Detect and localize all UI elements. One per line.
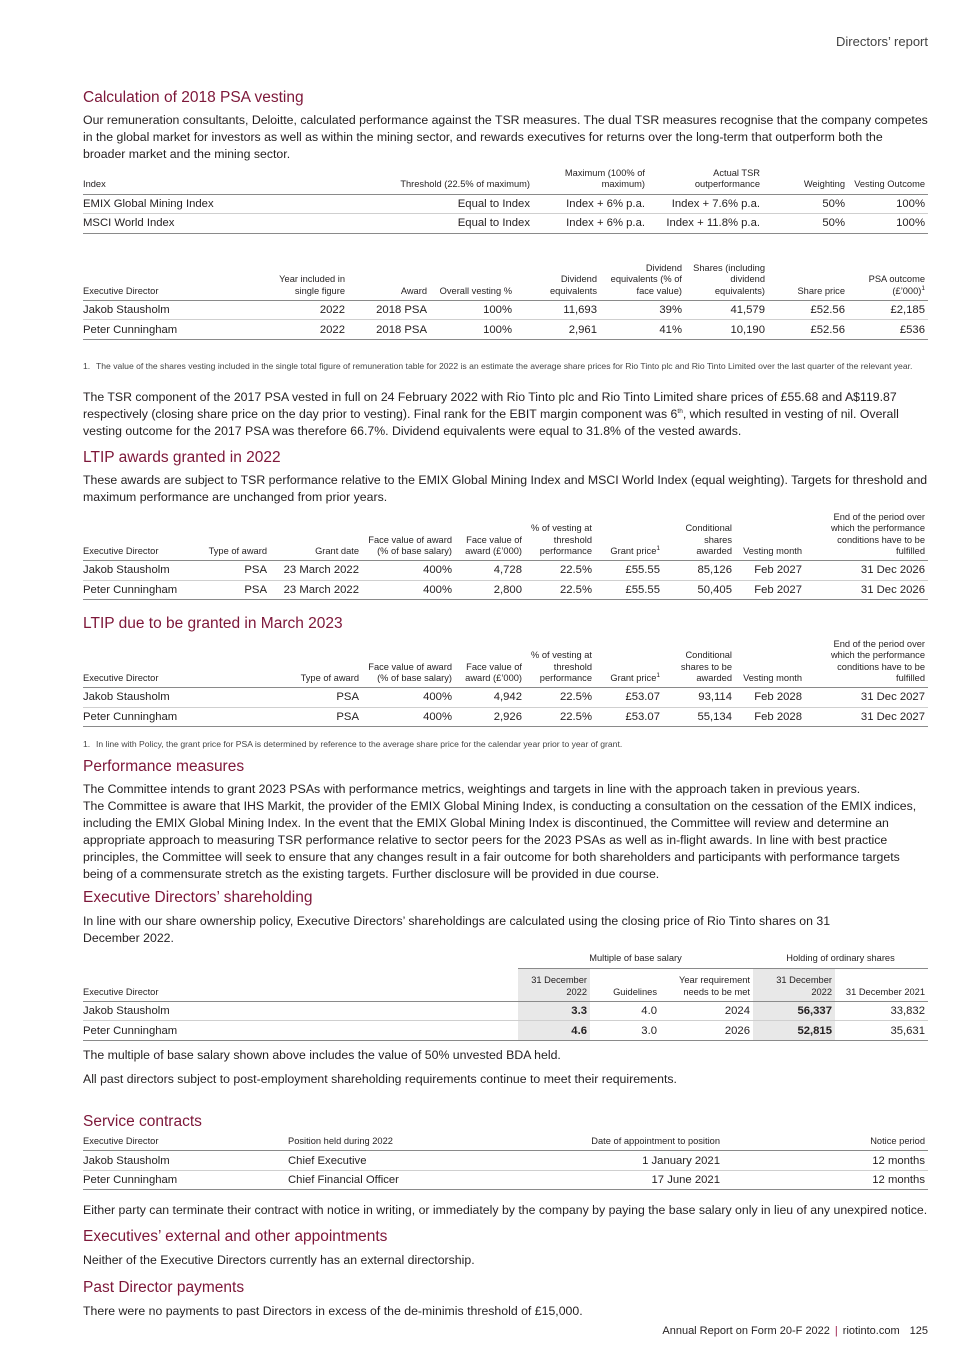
table-cell: 3.0 [590, 1021, 660, 1041]
col-header: Face value of award (£’000) [455, 512, 525, 561]
table-cell: 2,800 [455, 580, 525, 600]
table-cell: 2026 [660, 1021, 753, 1041]
table-row [83, 194, 928, 214]
shareholding-table [83, 953, 928, 1041]
table-cell: Feb 2028 [735, 688, 805, 708]
ltip2023-footnote [83, 739, 928, 750]
table-cell: Equal to Index [383, 194, 533, 214]
footnote-text: The value of the shares vesting included in the single total figure of remuneration table for 2022 is an estimate the average share prices for Rio Tinto plc and Rio Tinto Limited over the last quarter of the relevant year. [96, 361, 913, 371]
ltip2022-table [83, 512, 928, 600]
table-cell: Index + 6% p.a. [533, 194, 648, 214]
col-header: 31 December 2021 [835, 969, 928, 1002]
table-cell: 23 March 2022 [270, 580, 362, 600]
table-cell: Jakob Stausholm [83, 561, 198, 581]
table-cell: Peter Cunningham [83, 1021, 518, 1041]
table-cell: Feb 2028 [735, 707, 805, 727]
table-cell: 400% [362, 561, 455, 581]
col-header: Executive Director [83, 639, 270, 688]
col-header: Year included in single figure [273, 263, 348, 300]
table-cell: Peter Cunningham [83, 580, 198, 600]
table-row [83, 1151, 928, 1171]
col-header: Executive Director [83, 263, 273, 300]
table-cell: Jakob Stausholm [83, 1151, 288, 1171]
table-cell: Chief Executive [288, 1151, 533, 1171]
table-cell: 31 Dec 2026 [805, 580, 928, 600]
table-cell: 1 January 2021 [533, 1151, 723, 1171]
col-header: Year requirement needs to be met [660, 969, 753, 1002]
table-cell: £52.56 [768, 320, 848, 340]
table-cell: 2018 PSA [348, 320, 430, 340]
table-cell: £52.56 [768, 300, 848, 320]
psa-vesting-table [83, 263, 928, 340]
table-cell: 52,815 [753, 1021, 835, 1041]
footnote-number: 1. [83, 739, 91, 749]
table-cell: 12 months [723, 1151, 928, 1171]
table-cell: 4.0 [590, 1001, 660, 1021]
table-row [83, 214, 928, 234]
table-cell: 2022 [273, 320, 348, 340]
table-cell: Jakob Stausholm [83, 1001, 518, 1021]
table-cell: 50% [763, 194, 848, 214]
col-header: Share price [768, 263, 848, 300]
psa-footnote [83, 361, 928, 372]
group-header-salary: Multiple of base salary [518, 953, 753, 969]
table-row [83, 1001, 928, 1021]
table-cell: 10,190 [685, 320, 768, 340]
footnote-ref: 1 [921, 284, 925, 292]
table-row [83, 300, 928, 320]
table-cell: £536 [848, 320, 928, 340]
table-cell: £53.07 [595, 707, 663, 727]
col-header: Date of appointment to position [533, 1136, 723, 1151]
table-cell: £2,185 [848, 300, 928, 320]
table-row [83, 707, 928, 727]
table-cell: EMIX Global Mining Index [83, 194, 383, 214]
table-row [83, 561, 928, 581]
table-cell: 100% [430, 300, 515, 320]
table-cell: 50,405 [663, 580, 735, 600]
table-cell: MSCI World Index [83, 214, 383, 234]
table-cell: 22.5% [525, 688, 595, 708]
col-header: Actual TSR outperformance [648, 168, 763, 194]
shareholding-note-1: The multiple of base salary shown above includes the value of 50% unvested BDA held. [83, 1048, 561, 1062]
table-cell: 400% [362, 580, 455, 600]
table-cell: Peter Cunningham [83, 707, 270, 727]
table-cell: 100% [848, 214, 928, 234]
ltip2022-intro: These awards are subject to TSR performance relative to the EMIX Global Mining Index and MSCI World Index (equal weighting). Targets for threshold and maximum performance are unchanged from prior years. [83, 473, 928, 504]
table-cell: 31 Dec 2026 [805, 561, 928, 581]
shareholding-intro: In line with our share ownership policy, Executive Directors’ shareholdings are calculated using the closing price of Rio Tinto shares on 31 December 2022. [83, 914, 831, 945]
table-cell: Equal to Index [383, 214, 533, 234]
table-cell: Peter Cunningham [83, 320, 273, 340]
page-number: 125 [909, 1325, 928, 1337]
table-cell: 22.5% [525, 561, 595, 581]
service-title: Service contracts [83, 1113, 202, 1130]
ltip2023-table [83, 639, 928, 727]
col-header: Vesting Outcome [848, 168, 928, 194]
past-title: Past Director payments [83, 1279, 245, 1296]
col-header: Threshold (22.5% of maximum) [383, 168, 533, 194]
table-cell: 39% [600, 300, 685, 320]
table-cell: Peter Cunningham [83, 1170, 288, 1190]
external-title: Executives’ external and other appointments [83, 1228, 388, 1245]
footnote-ref: 1 [656, 671, 660, 679]
table-cell: 400% [362, 707, 455, 727]
table-cell: 11,693 [515, 300, 600, 320]
table-cell: 41% [600, 320, 685, 340]
table-cell: 4.6 [518, 1021, 590, 1041]
table-row [83, 1170, 928, 1190]
col-header: Grant price$^1$ [595, 512, 663, 561]
col-header: Grant date [270, 512, 362, 561]
table-cell: £55.55 [595, 580, 663, 600]
group-header-holding: Holding of ordinary shares [753, 953, 928, 969]
col-header: Grant price$^1$ [595, 639, 663, 688]
table-cell: 22.5% [525, 580, 595, 600]
service-note: Either party can terminate their contract with notice in writing, or immediately by the company by paying the base salary only in lieu of any unexpired notice. [83, 1203, 928, 1217]
service-table [83, 1136, 928, 1190]
psa-outcome: The TSR component of the 2017 PSA vested in full on 24 February 2022 with Rio Tinto plc and Rio Tinto Limited share prices of £55.68 and A$119.87 respectively (closing share price on the day prior to vesting). Final rank for the EBIT margin component was 6th, which resulted in vesting of nil. Overall vesting outcome for the 2017 PSA was therefore 66.7%. Dividend equivalents were equal to 31.8% of the vested awards. [83, 390, 899, 438]
col-header: Face value of award (% of base salary) [362, 512, 455, 561]
col-header: Conditional shares to be awarded [663, 639, 735, 688]
table-cell: 2,926 [455, 707, 525, 727]
table-cell: 35,631 [835, 1021, 928, 1041]
col-header: Shares (including dividend equivalents) [685, 263, 768, 300]
table-cell: PSA [198, 580, 270, 600]
col-header: Executive Director [83, 1136, 288, 1151]
table-row [83, 1021, 928, 1041]
col-header: Face value of award (£’000) [455, 639, 525, 688]
footnote-text: In line with Policy, the grant price for PSA is determined by reference to the average share price for the calendar year prior to year of grant. [96, 739, 623, 749]
ltip2022-title: LTIP awards granted in 2022 [83, 449, 281, 466]
col-header: Dividend equivalents (% of face value) [600, 263, 685, 300]
col-header: Vesting month [735, 639, 805, 688]
shareholding-title: Executive Directors’ shareholding [83, 889, 313, 906]
table-cell: 400% [362, 688, 455, 708]
col-header: 31 December 2022 [753, 969, 835, 1002]
table-cell: 4,728 [455, 561, 525, 581]
table-cell: 12 months [723, 1170, 928, 1190]
table-cell: 41,579 [685, 300, 768, 320]
table-cell: Chief Financial Officer [288, 1170, 533, 1190]
table-cell: Feb 2027 [735, 580, 805, 600]
table-cell: 4,942 [455, 688, 525, 708]
col-header: Overall vesting % [430, 263, 515, 300]
col-header: Face value of award (% of base salary) [362, 639, 455, 688]
performance-text-2: The Committee is aware that IHS Markit, the provider of the EMIX Global Mining Index, is conducting a consultation on the cessation of the EMIX indices, including the EMIX Global Mining Index. In the event that the EMIX Global Mining Index is discontinued, the Committee will review and determine an appropriate approach to measuring TSR performance relative to sector peers for the 2023 PSAs as well as in-flight awards. In line with best practice principles, the Committee will seek to ensure that any changes result in a fair outcome for both shareholders and participants with performance targets being of a commensurate stretch as the existing targets. Further disclosure will be provided in due course. [83, 799, 917, 881]
table-cell: 56,337 [753, 1001, 835, 1021]
col-header: Executive Director [83, 969, 518, 1002]
report-name: Annual Report on Form 20-F 2022 [662, 1325, 830, 1337]
table-cell: 3.3 [518, 1001, 590, 1021]
table-cell: PSA [270, 688, 362, 708]
table-cell: PSA [198, 561, 270, 581]
tsr-index-table [83, 168, 928, 234]
psa-intro: Our remuneration consultants, Deloitte, calculated performance against the TSR measures. The dual TSR measures recognise that the company competes in the global market for investors as well as within the mining sector, and rewards executives for returns over the long-term that outperform both the broader market and the mining sector. [83, 113, 928, 161]
table-cell: PSA [270, 707, 362, 727]
table-cell: 85,126 [663, 561, 735, 581]
table-cell: 100% [430, 320, 515, 340]
table-cell: 2,961 [515, 320, 600, 340]
col-header: Weighting [763, 168, 848, 194]
external-text: Neither of the Executive Directors currently has an external directorship. [83, 1253, 475, 1267]
col-header: Notice period [723, 1136, 928, 1151]
col-header: Vesting month [735, 512, 805, 561]
col-header: Type of award [198, 512, 270, 561]
table-cell: £53.07 [595, 688, 663, 708]
table-cell: Index + 7.6% p.a. [648, 194, 763, 214]
col-header: PSA outcome (£’000)$^1$ [848, 263, 928, 300]
table-cell: 31 Dec 2027 [805, 707, 928, 727]
col-header: Guidelines [590, 969, 660, 1002]
table-cell: 17 June 2021 [533, 1170, 723, 1190]
col-header: End of the period over which the performance conditions have to be fulfilled [805, 639, 928, 688]
footnote-ref: 1 [656, 544, 660, 552]
col-header: Index [83, 168, 383, 194]
col-header: 31 December 2022 [518, 969, 590, 1002]
footnote-number: 1. [83, 361, 91, 371]
col-header: Executive Director [83, 512, 198, 561]
psa-title: Calculation of 2018 PSA vesting [83, 89, 304, 106]
col-header: End of the period over which the performance conditions have to be fulfilled [805, 512, 928, 561]
table-cell: 93,114 [663, 688, 735, 708]
past-text: There were no payments to past Directors in excess of the de-minimis threshold of £15,000. [83, 1304, 583, 1318]
table-cell: 2022 [273, 300, 348, 320]
table-cell: 23 March 2022 [270, 561, 362, 581]
table-cell: Index + 11.8% p.a. [648, 214, 763, 234]
col-header: Dividend equivalents [515, 263, 600, 300]
ltip2023-title: LTIP due to be granted in March 2023 [83, 615, 343, 632]
table-cell: 100% [848, 194, 928, 214]
table-cell: 2024 [660, 1001, 753, 1021]
table-row [83, 580, 928, 600]
col-header: Position held during 2022 [288, 1136, 533, 1151]
footer-separator: | [834, 1325, 838, 1337]
performance-title: Performance measures [83, 758, 245, 775]
table-cell: Feb 2027 [735, 561, 805, 581]
table-cell: 55,134 [663, 707, 735, 727]
col-header: Maximum (100% of maximum) [533, 168, 648, 194]
col-header: Type of award [270, 639, 362, 688]
table-cell: Index + 6% p.a. [533, 214, 648, 234]
table-row [83, 320, 928, 340]
site-link[interactable]: riotinto.com [842, 1325, 900, 1337]
table-cell: 33,832 [835, 1001, 928, 1021]
shareholding-note-2: All past directors subject to post-employment shareholding requirements continue to meet their requirements. [83, 1072, 677, 1086]
table-cell: Jakob Stausholm [83, 688, 270, 708]
col-header: Award [348, 263, 430, 300]
table-cell: 22.5% [525, 707, 595, 727]
col-header: Conditional shares awarded [663, 512, 735, 561]
table-cell: £55.55 [595, 561, 663, 581]
table-cell: 2018 PSA [348, 300, 430, 320]
col-header: % of vesting at threshold performance [525, 512, 595, 561]
table-cell: Jakob Stausholm [83, 300, 273, 320]
table-row [83, 688, 928, 708]
table-cell: 50% [763, 214, 848, 234]
col-header: % of vesting at threshold performance [525, 639, 595, 688]
table-cell: 31 Dec 2027 [805, 688, 928, 708]
section-header: Directors’ report [836, 34, 928, 49]
performance-text-1: The Committee intends to grant 2023 PSAs with performance metrics, weightings and targets in line with the approach taken in previous years. [83, 782, 861, 796]
page-footer [662, 1325, 928, 1337]
